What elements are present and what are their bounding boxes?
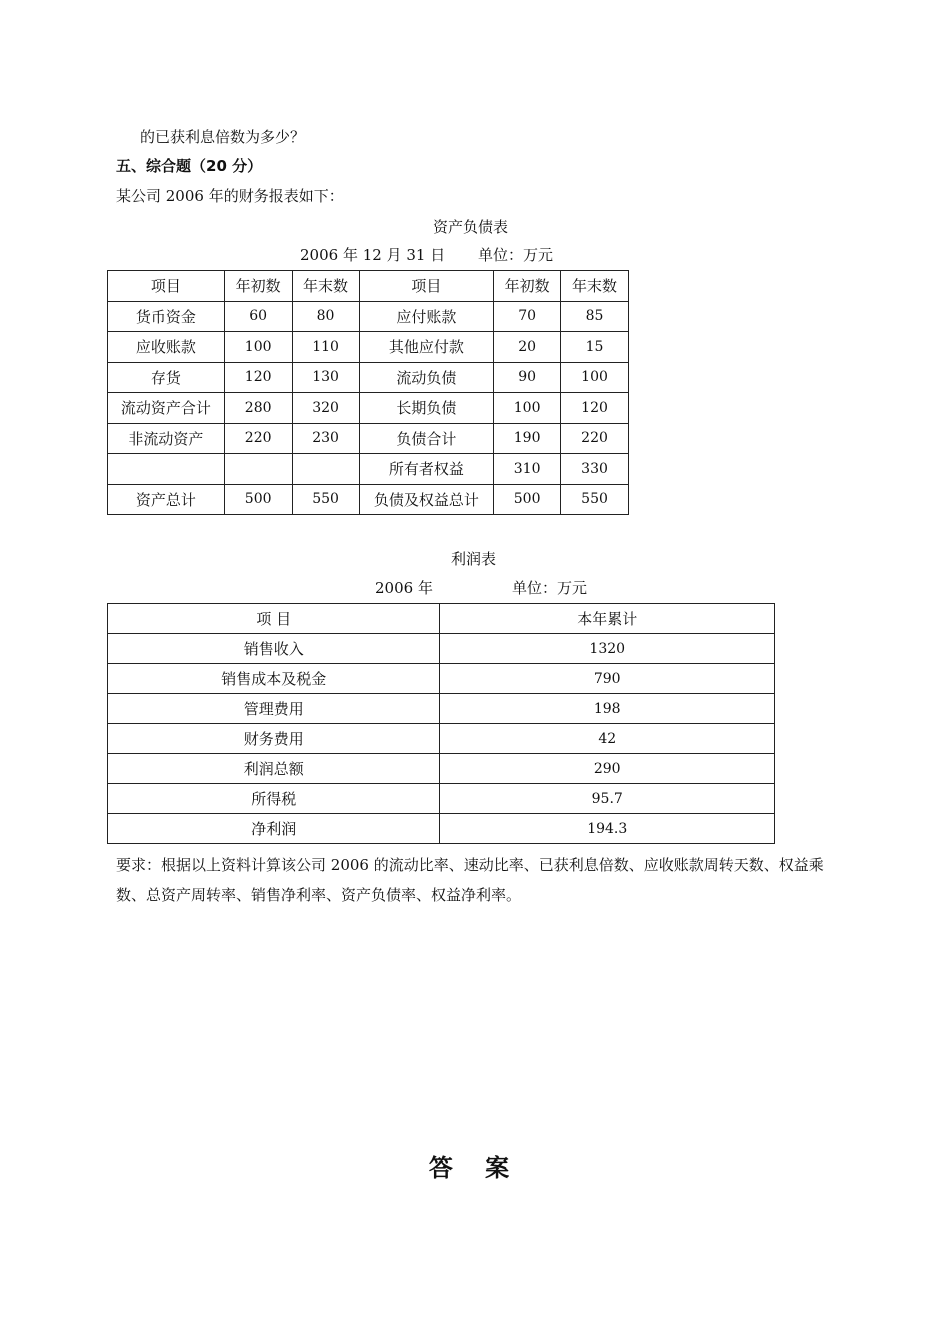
balance-sheet-cell: 330: [561, 454, 629, 485]
balance-sheet-cell: 100: [494, 393, 561, 424]
balance-sheet-cell: 500: [494, 484, 561, 515]
balance-sheet-cell: 20: [494, 332, 561, 363]
income-statement-cell: 净利润: [108, 814, 440, 844]
balance-sheet-unit: 单位：万元: [478, 246, 554, 264]
income-statement-table: [107, 603, 775, 844]
section-heading: 五、综合题（20 分）: [116, 157, 263, 175]
income-statement-row: [108, 724, 775, 754]
balance-sheet-cell: 资产总计: [108, 484, 225, 515]
balance-sheet-cell: 100: [561, 362, 629, 393]
balance-sheet-cell: 230: [292, 423, 359, 454]
income-statement-unit: 单位：万元: [512, 579, 588, 597]
balance-sheet-title: 资产负债表: [433, 218, 509, 236]
income-statement-row: [108, 664, 775, 694]
balance-sheet-row: [108, 484, 629, 515]
income-statement-cell: 42: [440, 724, 775, 754]
income-statement-cell: 290: [440, 754, 775, 784]
balance-sheet-cell: [292, 454, 359, 485]
balance-sheet-cell: 60: [224, 301, 292, 332]
balance-sheet-row: [108, 423, 629, 454]
balance-sheet-cell: 500: [224, 484, 292, 515]
balance-sheet-row: [108, 332, 629, 363]
intro-line: 的已获利息倍数为多少？: [140, 128, 306, 146]
balance-sheet-cell: 120: [561, 393, 629, 424]
income-statement-cell: 194.3: [440, 814, 775, 844]
balance-sheet-cell: 其他应付款: [359, 332, 494, 363]
income-statement-cell: 95.7: [440, 784, 775, 814]
balance-sheet-date: 2006 年 12 月 31 日: [300, 246, 446, 264]
balance-sheet-cell: 应付账款: [359, 301, 494, 332]
income-statement-year: 2006 年: [375, 579, 433, 597]
balance-sheet-cell: 所有者权益: [359, 454, 494, 485]
income-statement-row: [108, 694, 775, 724]
balance-sheet-row: [108, 393, 629, 424]
balance-sheet-header-cell: 年初数: [224, 271, 292, 302]
balance-sheet-cell: 100: [224, 332, 292, 363]
balance-sheet-cell: 310: [494, 454, 561, 485]
balance-sheet-cell: 110: [292, 332, 359, 363]
balance-sheet-cell: [224, 454, 292, 485]
income-statement-cell: 销售成本及税金: [108, 664, 440, 694]
balance-sheet-cell: 120: [224, 362, 292, 393]
balance-sheet-row: [108, 454, 629, 485]
balance-sheet-cell: 90: [494, 362, 561, 393]
balance-sheet-cell: 220: [224, 423, 292, 454]
income-statement-cell: 198: [440, 694, 775, 724]
income-statement-row: [108, 754, 775, 784]
balance-sheet-cell: 190: [494, 423, 561, 454]
balance-sheet-cell: 负债及权益总计: [359, 484, 494, 515]
income-statement-header-row: [108, 604, 775, 634]
income-statement-cell: 790: [440, 664, 775, 694]
balance-sheet-cell: 80: [292, 301, 359, 332]
balance-sheet-cell: 15: [561, 332, 629, 363]
balance-sheet-table: [107, 270, 629, 515]
income-statement-cell: 财务费用: [108, 724, 440, 754]
income-statement-row: [108, 634, 775, 664]
company-line: 某公司 2006 年的财务报表如下：: [116, 187, 344, 205]
requirement-text: 要求：根据以上资料计算该公司 2006 的流动比率、速动比率、已获利息倍数、应收账款周转天数、权益乘数、总资产周转率、销售净利率、资产负债率、权益净利率。: [116, 856, 824, 904]
income-statement-cell: 所得税: [108, 784, 440, 814]
balance-sheet-cell: 存货: [108, 362, 225, 393]
income-statement-row: [108, 814, 775, 844]
income-statement-title: 利润表: [451, 550, 497, 568]
balance-sheet-cell: 280: [224, 393, 292, 424]
income-statement-cell: 管理费用: [108, 694, 440, 724]
income-statement-header-cell: 本年累计: [440, 604, 775, 634]
balance-sheet-header-cell: 年末数: [292, 271, 359, 302]
balance-sheet-cell: 550: [561, 484, 629, 515]
balance-sheet-cell: 70: [494, 301, 561, 332]
income-statement-cell: 销售收入: [108, 634, 440, 664]
balance-sheet-row: [108, 362, 629, 393]
balance-sheet-header-cell: 项目: [359, 271, 494, 302]
balance-sheet-header-cell: 年初数: [494, 271, 561, 302]
income-statement-header-cell: 项 目: [108, 604, 440, 634]
balance-sheet-cell: 85: [561, 301, 629, 332]
balance-sheet-cell: 550: [292, 484, 359, 515]
income-statement-row: [108, 784, 775, 814]
balance-sheet-cell: 320: [292, 393, 359, 424]
answer-heading: 答 案: [428, 1154, 522, 1182]
balance-sheet-cell: 流动负债: [359, 362, 494, 393]
balance-sheet-cell: [108, 454, 225, 485]
balance-sheet-header-row: [108, 271, 629, 302]
balance-sheet-header-cell: 年末数: [561, 271, 629, 302]
balance-sheet-row: [108, 301, 629, 332]
balance-sheet-cell: 非流动资产: [108, 423, 225, 454]
income-statement-cell: 1320: [440, 634, 775, 664]
balance-sheet-cell: 流动资产合计: [108, 393, 225, 424]
balance-sheet-header-cell: 项目: [108, 271, 225, 302]
balance-sheet-cell: 应收账款: [108, 332, 225, 363]
income-statement-cell: 利润总额: [108, 754, 440, 784]
balance-sheet-cell: 130: [292, 362, 359, 393]
balance-sheet-cell: 负债合计: [359, 423, 494, 454]
balance-sheet-cell: 长期负债: [359, 393, 494, 424]
balance-sheet-cell: 货币资金: [108, 301, 225, 332]
balance-sheet-cell: 220: [561, 423, 629, 454]
